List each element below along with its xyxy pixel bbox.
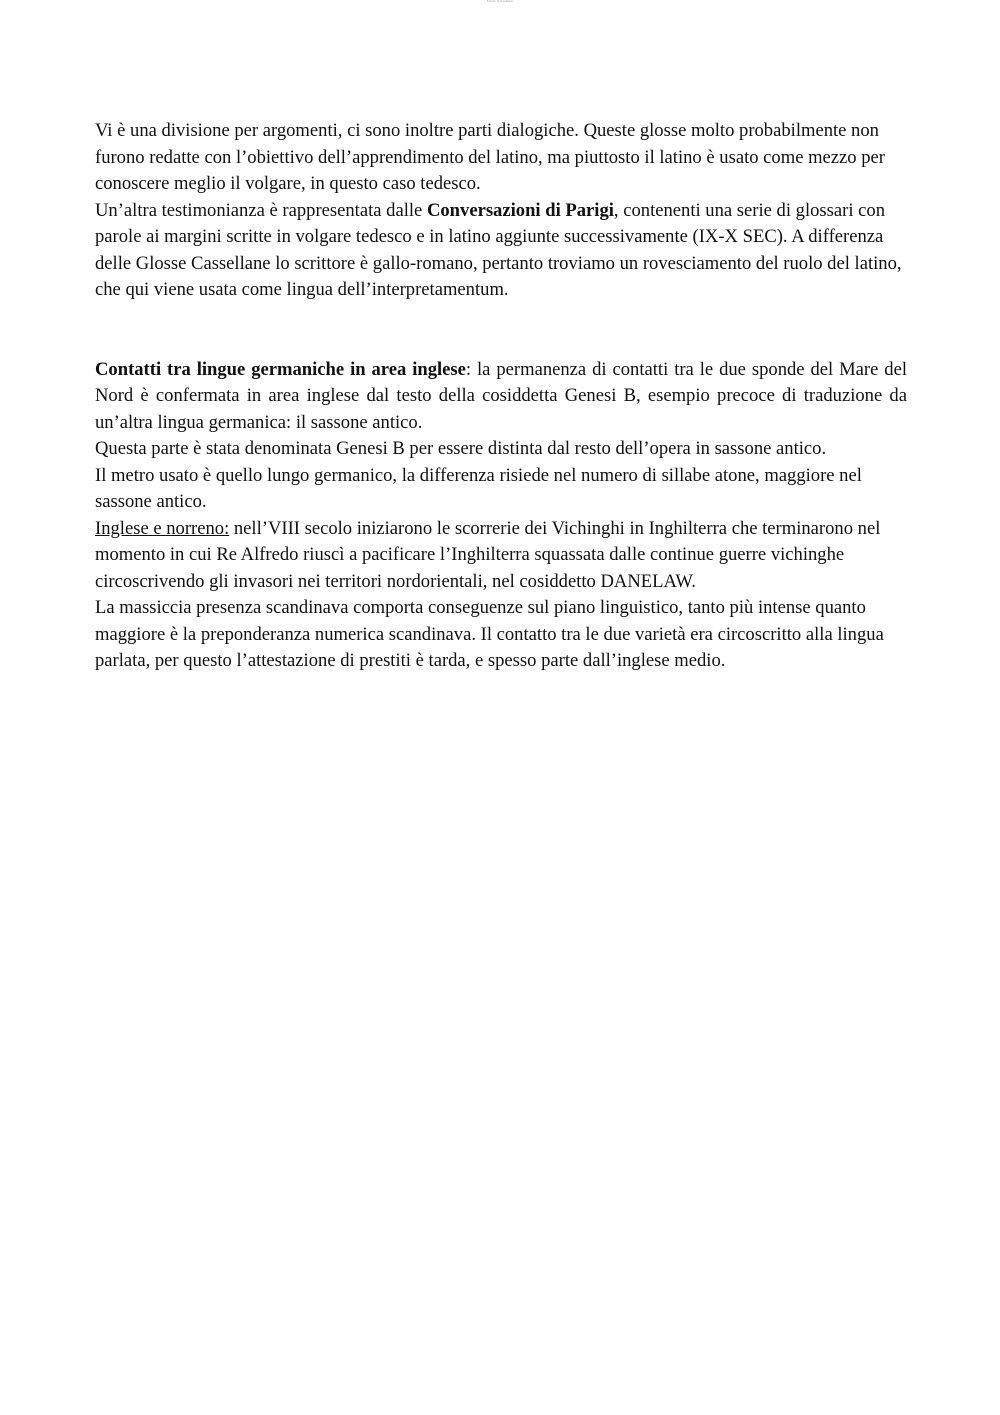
- paragraph-conversazioni-parigi: [95, 198, 907, 304]
- paragraph-text: Un’altra testimonianza è rappresentata dalle: [95, 199, 427, 221]
- paragraph-contatti-area-inglese: [95, 357, 907, 437]
- paragraph-inglese-norreno: [95, 516, 907, 596]
- underlined-heading-inglese-norreno: Inglese e norreno:: [95, 517, 230, 539]
- section-spacer: [95, 304, 907, 357]
- paragraph-genesi-b: Questa parte è stata denominata Genesi B per essere distinta dal resto dell’opera in sassone antico.: [95, 438, 827, 459]
- document-body: [95, 118, 907, 675]
- bold-term-conversazioni-parigi: Conversazioni di Parigi: [426, 199, 614, 221]
- bold-heading-contatti: Contatti tra lingue germaniche in area inglese: [95, 358, 466, 380]
- paragraph-metro: Il metro usato è quello lungo germanico, la differenza risiede nel numero di sillabe atone, maggiore nel sassone antico.: [95, 464, 862, 512]
- paragraph-text: , contenenti una serie di glossari con parole ai margini scritte in volgare tedesco e in latino aggiunte successivamente (IX-X SEC). A differenza delle Glosse Cassellane lo scrittore è gallo-romano, pertanto troviamo un rovesciamento del ruolo del latino, che qui viene usata come lingua dell’interpretamentum.: [95, 199, 902, 300]
- paragraph-text: nell’VIII secolo iniziarono le scorrerie dei Vichinghi in Inghilterra che terminarono nel momento in cui Re Alfredo riuscì a pacificare l’Inghilterra squassata dalle continue guerre vichinghe circoscrivendo gli invasori nei territori nordorientali, nel cosiddetto DANELAW.: [95, 517, 881, 592]
- page-header-mark: Estratto di documento: [486, 0, 514, 3]
- paragraph-text: : la permanenza di contatti tra le due sponde del Mare del Nord è confermata in area inglese dal testo della cosiddetta Genesi B, esempio precoce di traduzione da un’altra lingua germanica: il sassone antico.: [95, 358, 907, 433]
- paragraph-glosse-intro: Vi è una divisione per argomenti, ci sono inoltre parti dialogiche. Queste glosse molto probabilmente non furono redatte con l’obiettivo dell’apprendimento del latino, ma piuttosto il latino è usato come mezzo per conoscere meglio il volgare, in questo caso tedesco.: [95, 120, 885, 194]
- paragraph-presenza-scandinava: La massiccia presenza scandinava comporta conseguenze sul piano linguistico, tanto più intense quanto maggiore è la preponderanza numerica scandinava. Il contatto tra le due varietà era circoscritto alla lingua parlata, per questo l’attestazione di prestiti è tarda, e spesso parte dall’inglese medio.: [95, 597, 884, 671]
